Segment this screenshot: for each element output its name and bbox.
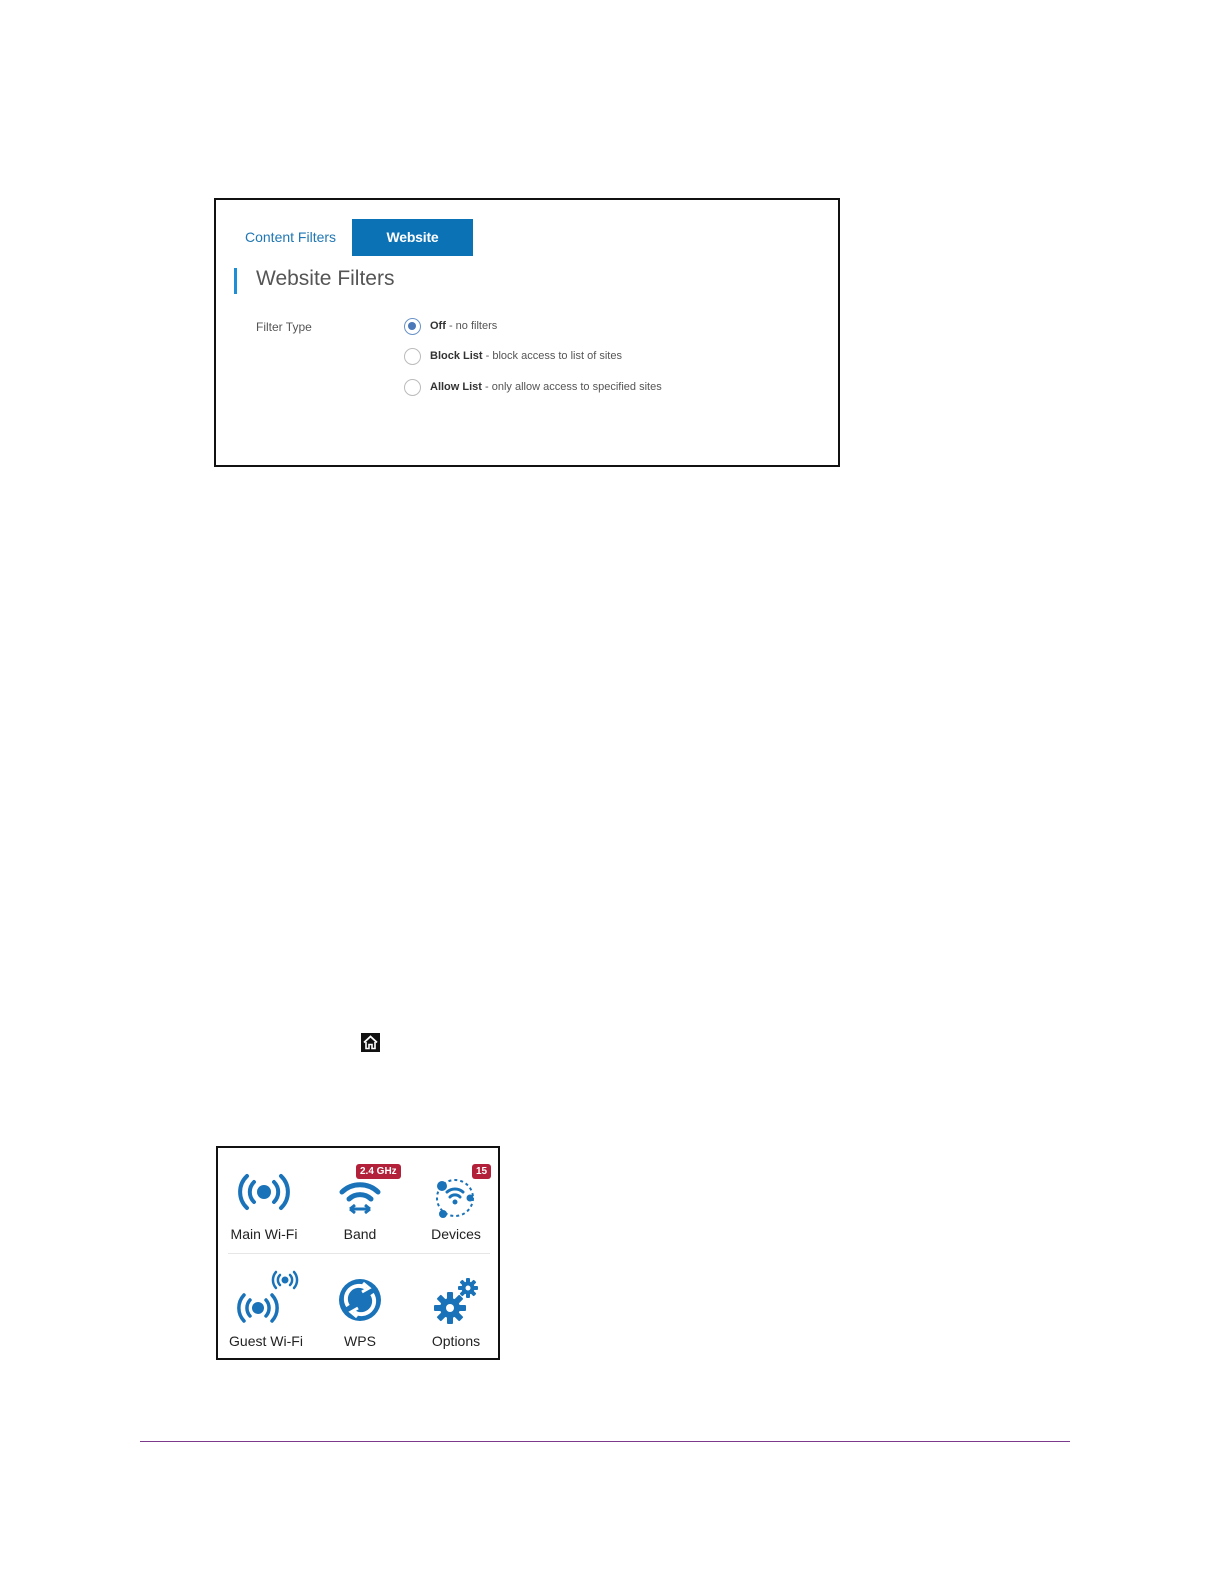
radio-button-allow-list[interactable]	[404, 379, 421, 396]
section-title: Website Filters	[256, 267, 395, 290]
tile-wps[interactable]	[314, 1256, 406, 1356]
section-accent-bar	[234, 268, 237, 294]
radio-button-off[interactable]	[404, 318, 421, 335]
tile-row-divider	[228, 1253, 490, 1254]
radio-label-block-list: Block List - block access to list of sites	[430, 350, 622, 362]
tab-content-filters[interactable]: Content Filters	[245, 229, 337, 245]
gears-icon	[424, 1266, 488, 1326]
tile-label: Guest Wi-Fi	[229, 1333, 303, 1349]
tile-label: Main Wi-Fi	[230, 1226, 298, 1242]
footer-rule	[140, 1441, 1070, 1442]
device-home-screen	[216, 1146, 500, 1360]
tile-label: Band	[343, 1226, 377, 1242]
tab-website-filters[interactable]: Website Filters	[352, 219, 473, 256]
tile-guest-wifi[interactable]	[218, 1256, 310, 1356]
tile-band[interactable]	[314, 1148, 406, 1248]
radio-label-allow-list: Allow List - only allow access to specified sites	[430, 381, 662, 393]
radio-label-off: Off - no filters	[430, 320, 498, 332]
tile-label: Options	[431, 1333, 481, 1349]
wps-icon	[328, 1266, 392, 1326]
tile-main-wifi[interactable]	[218, 1148, 310, 1248]
devices-count-badge: 15	[472, 1164, 491, 1179]
radio-allow-list[interactable]	[404, 376, 662, 398]
tile-devices[interactable]	[410, 1148, 502, 1248]
tile-options[interactable]	[410, 1256, 502, 1356]
band-badge: 2.4 GHz	[356, 1164, 401, 1179]
filter-type-label: Filter Type	[256, 320, 312, 334]
home-icon	[361, 1033, 380, 1052]
tile-label: Devices	[431, 1226, 481, 1242]
website-filters-screenshot	[214, 198, 840, 467]
guest-wifi-icon	[228, 1266, 300, 1326]
wifi-broadcast-icon	[232, 1158, 296, 1218]
radio-block-list[interactable]	[404, 345, 622, 367]
radio-button-block-list[interactable]	[404, 348, 421, 365]
tile-label: WPS	[344, 1333, 376, 1349]
radio-off[interactable]	[404, 315, 497, 337]
